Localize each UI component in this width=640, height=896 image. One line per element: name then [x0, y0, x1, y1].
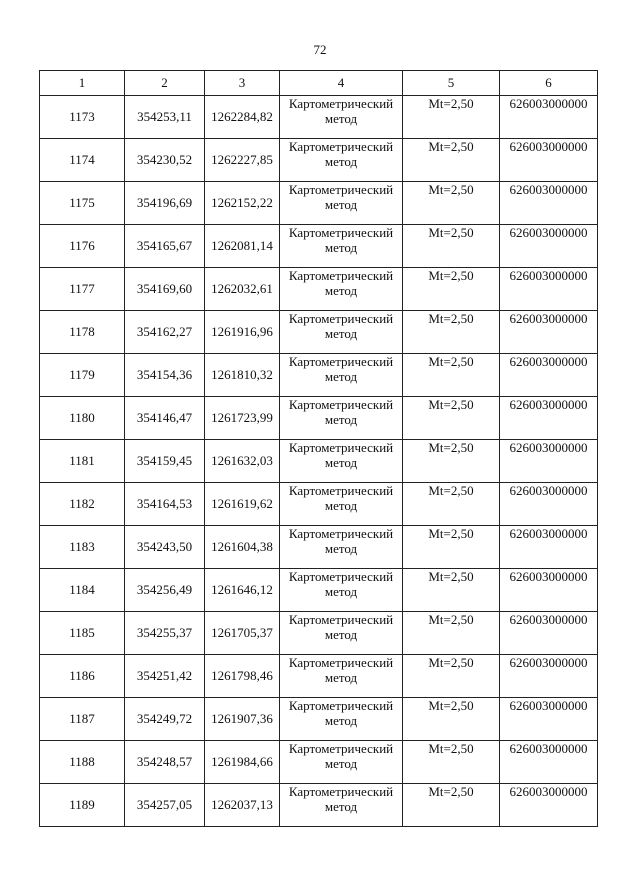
x-coordinate-cell: 354154,36	[125, 354, 205, 397]
accuracy-cell: Mt=2,50	[403, 655, 500, 698]
method-cell: Картометрический метод	[280, 612, 403, 655]
code-cell: 626003000000	[500, 741, 598, 784]
method-cell: Картометрический метод	[280, 526, 403, 569]
accuracy-cell: Mt=2,50	[403, 784, 500, 827]
y-coordinate-cell: 1261604,38	[205, 526, 280, 569]
x-coordinate-cell: 354169,60	[125, 268, 205, 311]
point-number-cell: 1180	[40, 397, 125, 440]
table-row	[40, 655, 598, 698]
method-cell: Картометрический метод	[280, 741, 403, 784]
method-cell: Картометрический метод	[280, 483, 403, 526]
header-cell-4: 4	[280, 71, 403, 96]
x-coordinate-cell: 354159,45	[125, 440, 205, 483]
accuracy-cell: Mt=2,50	[403, 311, 500, 354]
y-coordinate-cell: 1262037,13	[205, 784, 280, 827]
code-cell: 626003000000	[500, 569, 598, 612]
x-coordinate-cell: 354253,11	[125, 96, 205, 139]
y-coordinate-cell: 1262032,61	[205, 268, 280, 311]
table-row	[40, 526, 598, 569]
code-cell: 626003000000	[500, 397, 598, 440]
accuracy-cell: Mt=2,50	[403, 612, 500, 655]
point-number-cell: 1184	[40, 569, 125, 612]
code-cell: 626003000000	[500, 698, 598, 741]
method-cell: Картометрический метод	[280, 182, 403, 225]
point-number-cell: 1176	[40, 225, 125, 268]
y-coordinate-cell: 1262227,85	[205, 139, 280, 182]
table-row	[40, 569, 598, 612]
point-number-cell: 1183	[40, 526, 125, 569]
x-coordinate-cell: 354251,42	[125, 655, 205, 698]
method-cell: Картометрический метод	[280, 268, 403, 311]
accuracy-cell: Mt=2,50	[403, 182, 500, 225]
method-cell: Картометрический метод	[280, 96, 403, 139]
point-number-cell: 1178	[40, 311, 125, 354]
accuracy-cell: Mt=2,50	[403, 526, 500, 569]
point-number-cell: 1181	[40, 440, 125, 483]
y-coordinate-cell: 1261916,96	[205, 311, 280, 354]
point-number-cell: 1179	[40, 354, 125, 397]
accuracy-cell: Mt=2,50	[403, 225, 500, 268]
point-number-cell: 1187	[40, 698, 125, 741]
code-cell: 626003000000	[500, 354, 598, 397]
table-row	[40, 139, 598, 182]
code-cell: 626003000000	[500, 139, 598, 182]
code-cell: 626003000000	[500, 268, 598, 311]
accuracy-cell: Mt=2,50	[403, 741, 500, 784]
code-cell: 626003000000	[500, 440, 598, 483]
y-coordinate-cell: 1262284,82	[205, 96, 280, 139]
x-coordinate-cell: 354196,69	[125, 182, 205, 225]
x-coordinate-cell: 354146,47	[125, 397, 205, 440]
table-row	[40, 741, 598, 784]
method-cell: Картометрический метод	[280, 440, 403, 483]
code-cell: 626003000000	[500, 225, 598, 268]
y-coordinate-cell: 1261632,03	[205, 440, 280, 483]
accuracy-cell: Mt=2,50	[403, 96, 500, 139]
y-coordinate-cell: 1261810,32	[205, 354, 280, 397]
table-row	[40, 440, 598, 483]
point-number-cell: 1174	[40, 139, 125, 182]
point-number-cell: 1188	[40, 741, 125, 784]
x-coordinate-cell: 354256,49	[125, 569, 205, 612]
y-coordinate-cell: 1261705,37	[205, 612, 280, 655]
table-row	[40, 483, 598, 526]
point-number-cell: 1173	[40, 96, 125, 139]
code-cell: 626003000000	[500, 483, 598, 526]
point-number-cell: 1186	[40, 655, 125, 698]
y-coordinate-cell: 1261798,46	[205, 655, 280, 698]
x-coordinate-cell: 354255,37	[125, 612, 205, 655]
method-cell: Картометрический метод	[280, 397, 403, 440]
accuracy-cell: Mt=2,50	[403, 354, 500, 397]
y-coordinate-cell: 1261646,12	[205, 569, 280, 612]
table-row	[40, 311, 598, 354]
code-cell: 626003000000	[500, 655, 598, 698]
method-cell: Картометрический метод	[280, 655, 403, 698]
y-coordinate-cell: 1261907,36	[205, 698, 280, 741]
accuracy-cell: Mt=2,50	[403, 569, 500, 612]
accuracy-cell: Mt=2,50	[403, 139, 500, 182]
table-row	[40, 784, 598, 827]
table-row	[40, 354, 598, 397]
code-cell: 626003000000	[500, 612, 598, 655]
x-coordinate-cell: 354165,67	[125, 225, 205, 268]
y-coordinate-cell: 1262081,14	[205, 225, 280, 268]
method-cell: Картометрический метод	[280, 784, 403, 827]
method-cell: Картометрический метод	[280, 225, 403, 268]
header-cell-3: 3	[205, 71, 280, 96]
x-coordinate-cell: 354249,72	[125, 698, 205, 741]
method-cell: Картометрический метод	[280, 139, 403, 182]
table-row	[40, 96, 598, 139]
header-cell-5: 5	[403, 71, 500, 96]
method-cell: Картометрический метод	[280, 569, 403, 612]
table-row	[40, 182, 598, 225]
x-coordinate-cell: 354162,27	[125, 311, 205, 354]
method-cell: Картометрический метод	[280, 354, 403, 397]
y-coordinate-cell: 1261984,66	[205, 741, 280, 784]
table-row	[40, 225, 598, 268]
accuracy-cell: Mt=2,50	[403, 397, 500, 440]
code-cell: 626003000000	[500, 526, 598, 569]
accuracy-cell: Mt=2,50	[403, 268, 500, 311]
code-cell: 626003000000	[500, 96, 598, 139]
point-number-cell: 1182	[40, 483, 125, 526]
point-number-cell: 1175	[40, 182, 125, 225]
point-number-cell: 1189	[40, 784, 125, 827]
table-row	[40, 268, 598, 311]
accuracy-cell: Mt=2,50	[403, 698, 500, 741]
y-coordinate-cell: 1261619,62	[205, 483, 280, 526]
table-header-row	[40, 71, 598, 96]
x-coordinate-cell: 354243,50	[125, 526, 205, 569]
code-cell: 626003000000	[500, 784, 598, 827]
header-cell-2: 2	[125, 71, 205, 96]
header-cell-1: 1	[40, 71, 125, 96]
method-cell: Картометрический метод	[280, 311, 403, 354]
code-cell: 626003000000	[500, 311, 598, 354]
y-coordinate-cell: 1261723,99	[205, 397, 280, 440]
table-row	[40, 612, 598, 655]
x-coordinate-cell: 354257,05	[125, 784, 205, 827]
accuracy-cell: Mt=2,50	[403, 483, 500, 526]
x-coordinate-cell: 354230,52	[125, 139, 205, 182]
y-coordinate-cell: 1262152,22	[205, 182, 280, 225]
point-number-cell: 1185	[40, 612, 125, 655]
x-coordinate-cell: 354248,57	[125, 741, 205, 784]
x-coordinate-cell: 354164,53	[125, 483, 205, 526]
coordinates-table	[39, 70, 598, 827]
table-row	[40, 397, 598, 440]
point-number-cell: 1177	[40, 268, 125, 311]
accuracy-cell: Mt=2,50	[403, 440, 500, 483]
method-cell: Картометрический метод	[280, 698, 403, 741]
header-cell-6: 6	[500, 71, 598, 96]
code-cell: 626003000000	[500, 182, 598, 225]
table-body	[40, 96, 598, 827]
page-number: 72	[313, 42, 327, 57]
table-row	[40, 698, 598, 741]
